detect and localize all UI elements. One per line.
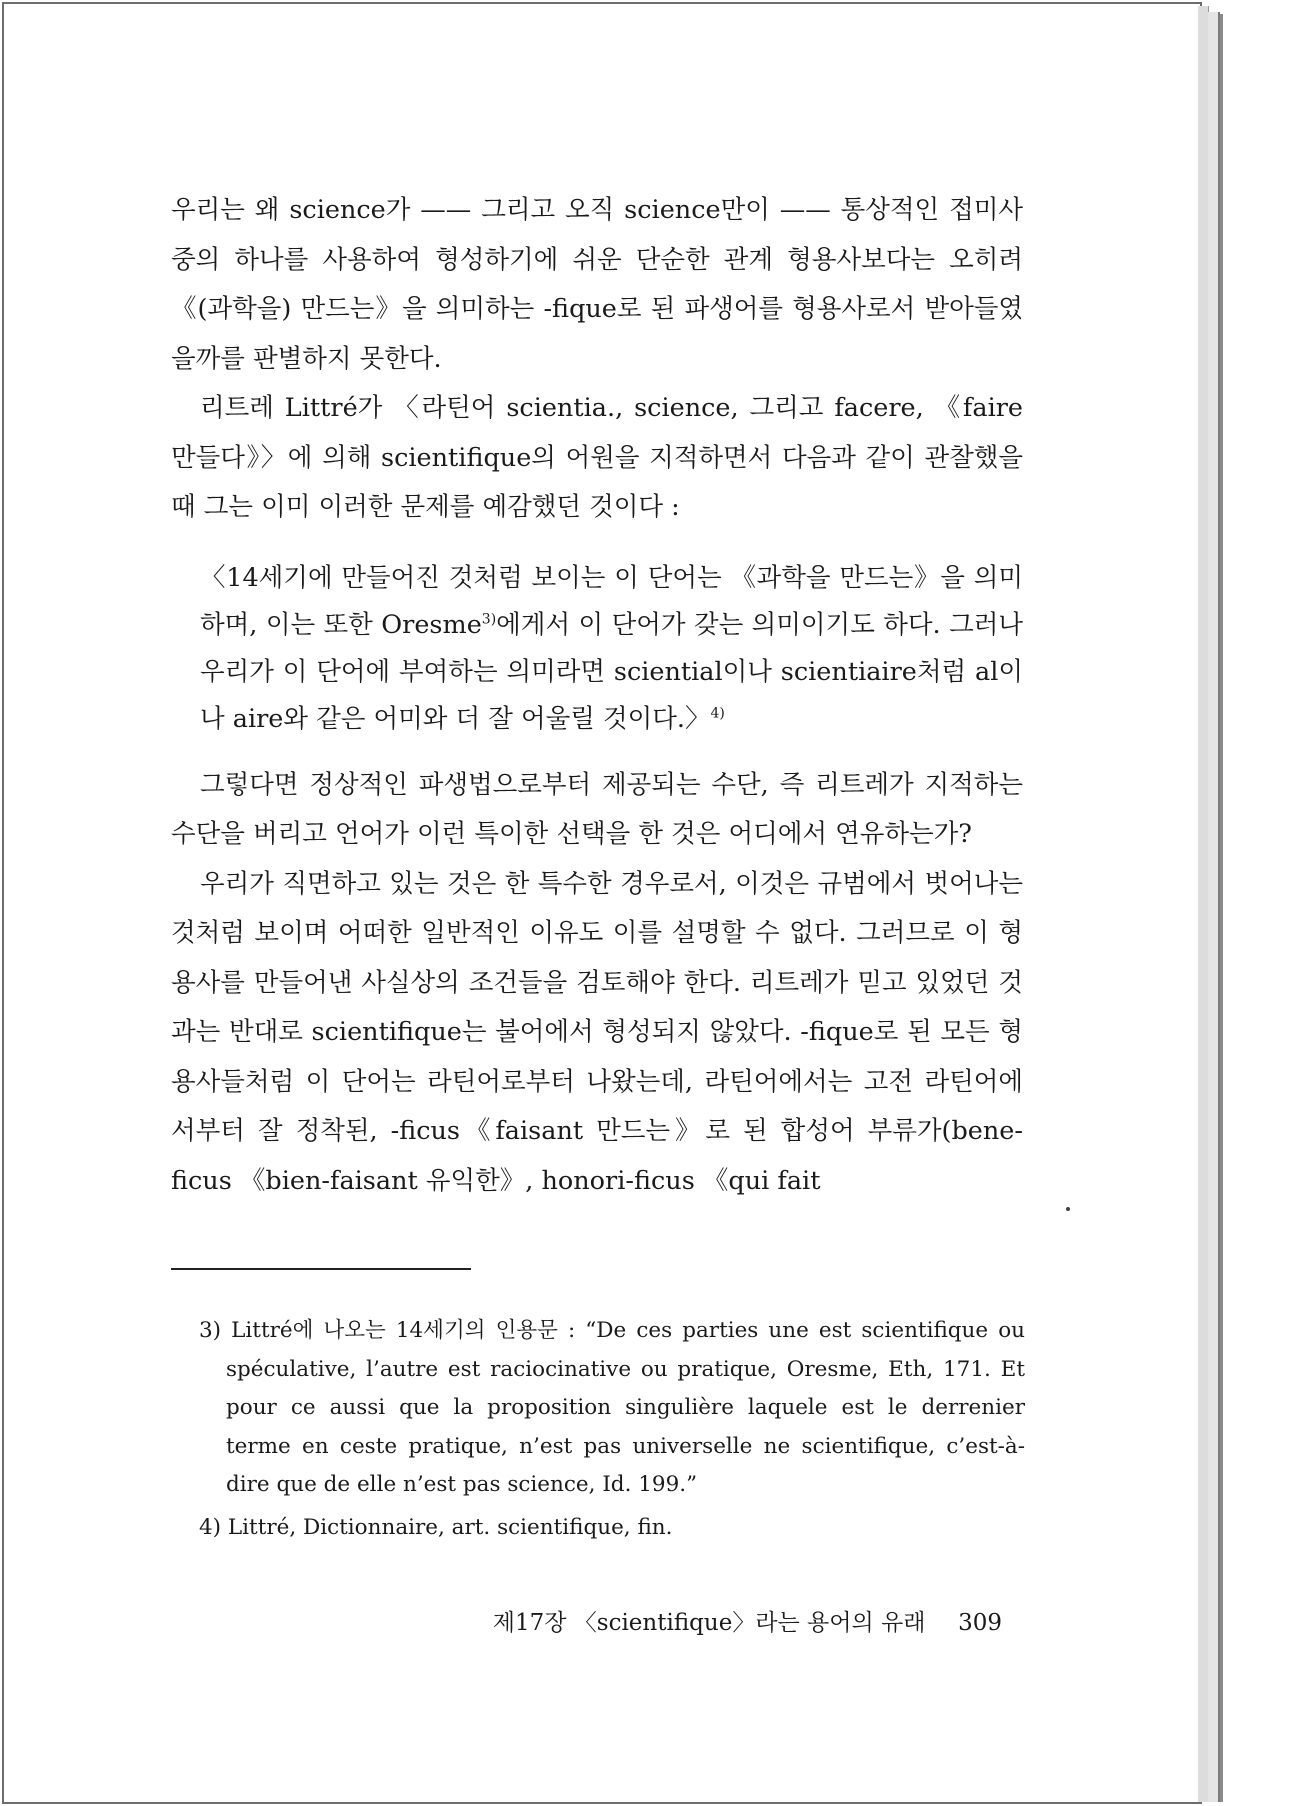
page-edge: [1220, 14, 1223, 1802]
page-footer: [480, 1606, 1002, 1640]
paragraph: 리트레 Littré가 〈라틴어 scientia., science, 그리고 facere, 《faire 만들다》〉에 의해 scientifique의 어원을 지적하면서 다음과 같이 관찰했을 때 그는 이미 이러한 문제를 예감했던 것이다 :: [171, 393, 1023, 522]
paragraph: 우리가 직면하고 있는 것은 한 특수한 경우로서, 이것은 규범에서 벗어나는 것처럼 보이며 어떠한 일반적인 이유도 이를 설명할 수 없다. 그러므로 이 형용사를 만들어낸 사실상의 조건들을 검토해야 한다. 리트레가 믿고 있었던 것과는 반대로 scientifique는 불어에서 형성되지 않았다. -fique로 된 모든 형용사들처럼 이 단어는 라틴어로부터 나왔는데, 라틴어에서는 고전 라틴어에서부터 잘 정착된, -ficus《faisant 만드는》로 된 합성어 부류가(bene-ficus 《bien-faisant 유익한》, honori-ficus 《qui fait: [171, 868, 1023, 1196]
quote-text: 〈14세기에 만들어진 것처럼 보이는 이 단어는 《과학을 만드는》을 의미하며, 이는 또한 Oresme: [200, 562, 1023, 640]
running-title: 제17장 〈scientifique〉라는 용어의 유래: [492, 1610, 926, 1636]
page-edge: [1208, 12, 1220, 1802]
page-number: 309: [958, 1610, 1002, 1636]
speck: [1066, 1207, 1070, 1211]
quote-text: 에게서 이 단어가 갖는 의미이기도 하다. 그러나 우리가 이 단어에 부여하는 의미라면 sciential이나 scientiaire처럼 al이나 aire와 같은 어미와 더 잘 어울릴 것이다.〉: [200, 609, 1023, 734]
footnote-divider: [171, 1268, 471, 1270]
paragraph: 우리는 왜 science가 —— 그리고 오직 science만이 —— 통상적인 접미사 중의 하나를 사용하여 형성하기에 쉬운 단순한 관계 형용사보다는 오히려 《(과학을) 만드는》을 의미하는 -fique로 된 파생어를 형용사로서 받아들였을까를 판별하지 못한다.: [171, 195, 1023, 374]
block-quote: [171, 555, 1023, 743]
footnote: 4) Littré, Dictionnaire, art. scientifique, fin.: [199, 1514, 673, 1540]
footnote-ref: 4): [710, 705, 725, 721]
main-text: [171, 186, 1023, 1206]
paragraph: 그렇다면 정상적인 파생법으로부터 제공되는 수단, 즉 리트레가 지적하는 수단을 버리고 언어가 이런 특이한 선택을 한 것은 어디에서 연유하는가?: [171, 769, 1023, 849]
footnote: 3) Littré에 나오는 14세기의 인용문 : “De ces parties une est scientifique ou spéculative, l’autre est raciocinative ou pratique, Oresme, Eth, 171. Et pour ce aussi que la proposition singulière laquele est le derrenier terme en ceste pratique, n’est pas universelle ne scientifique, c’est-à-dire que de elle n’est pas science, Id. 199.”: [199, 1318, 1025, 1497]
footnotes: [199, 1312, 1025, 1551]
footnote-ref: 3): [481, 611, 497, 627]
